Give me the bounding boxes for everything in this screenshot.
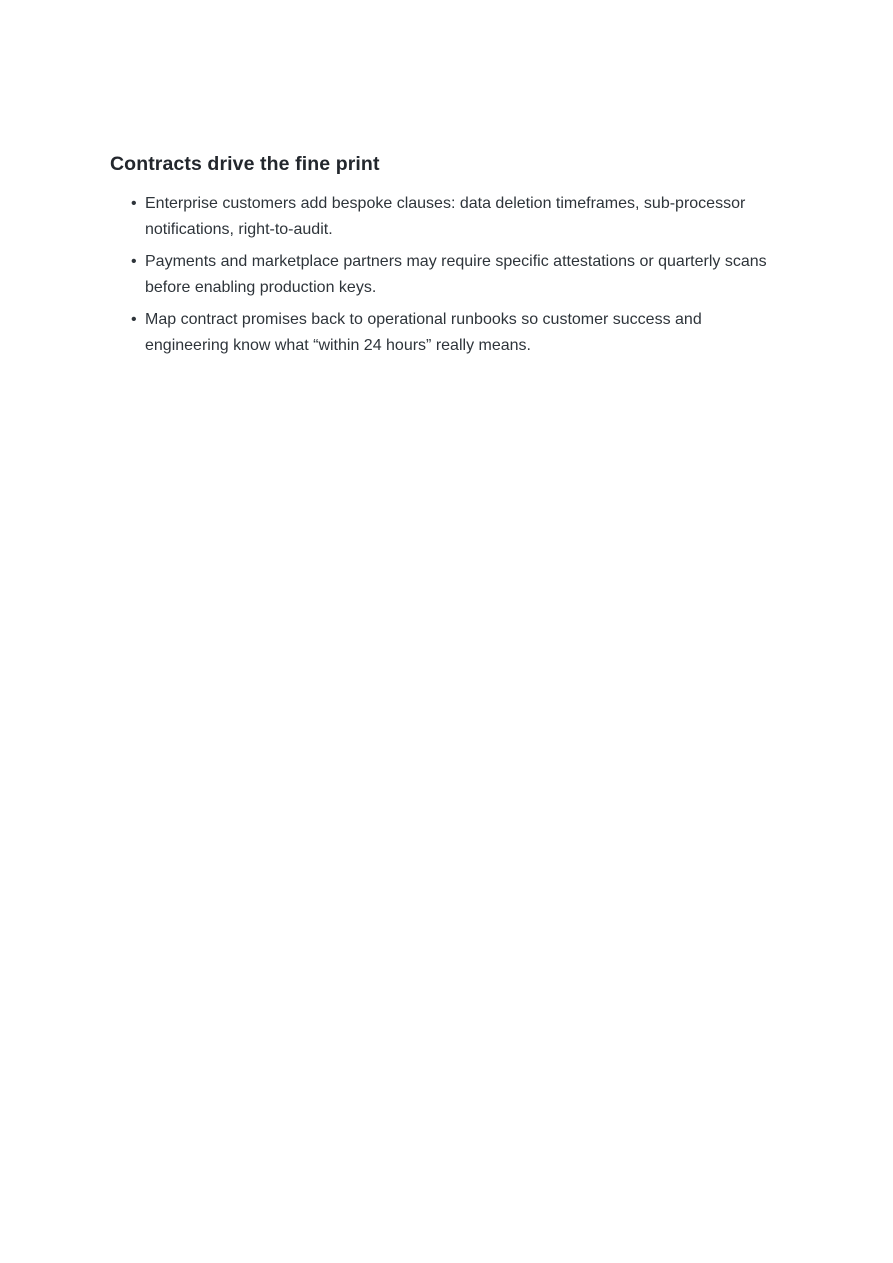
bullet-icon: • [131, 311, 137, 328]
bullet-icon: • [131, 195, 137, 212]
page-title: Contracts drive the fine print [110, 153, 380, 175]
list-item [131, 307, 773, 359]
bullet-icon: • [131, 253, 137, 270]
bullet-list [110, 191, 773, 359]
list-item-text: Enterprise customers add bespoke clauses: data deletion timeframes, sub-processor notifications, right-to-audit. [145, 195, 746, 238]
list-item-text: Payments and marketplace partners may require specific attestations or quarterly scans before enabling production keys. [145, 253, 767, 296]
list-item-text: Map contract promises back to operational runbooks so customer success and engineering know what “within 24 hours” really means. [145, 311, 702, 354]
list-item [131, 249, 773, 301]
list-item [131, 191, 773, 243]
content-area [0, 0, 773, 359]
